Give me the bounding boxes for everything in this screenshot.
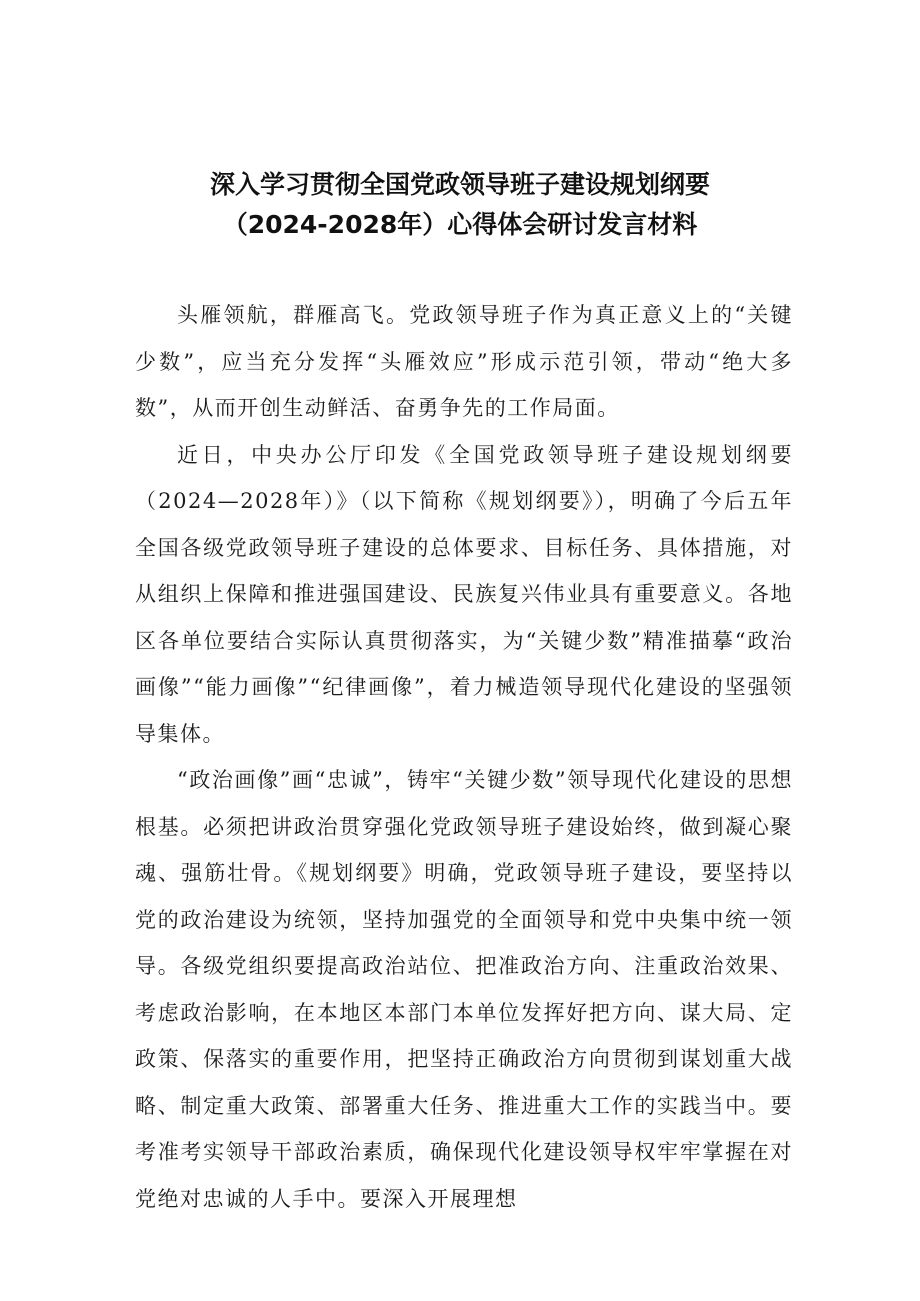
document-title <box>0 165 920 245</box>
title-line-1: 深入学习贯彻全国党政领导班子建设规划纲要 <box>209 170 710 199</box>
paragraph-2: 近日，中央办公厅印发《全国党政领导班子建设规划纲要（2024—2028年）》（以下简称《规划纲要》），明确了今后五年全国各级党政领导班子建设的总体要求、目标任务、具体措施，对从组织上保障和推进强国建设、民族复兴伟业具有重要意义。各地区各单位要结合实际认真贯彻落实，为“关键少数”精准描摹“政治画像”“能力画像”“纪律画像”，着力械造领导现代化建设的坚强领导集体。 <box>135 442 793 746</box>
document-body <box>135 292 793 1222</box>
paragraph-1: 头雁领航，群雁高飞。党政领导班子作为真正意义上的“关键少数”，应当充分发挥“头雁效应”形成示范引领，带动“绝大多数”，从而开创生动鲜活、奋勇争先的工作局面。 <box>135 303 793 420</box>
title-line-2: （2024-2028年）心得体会研讨发言材料 <box>222 210 698 239</box>
paragraph-3: “政治画像”画“忠诚”，铸牢“关键少数”领导现代化建设的思想根基。必须把讲政治贯穿强化党政领导班子建设始终，做到凝心聚魂、强筋壮骨。《规划纲要》明确，党政领导班子建设，要坚持以党的政治建设为统领，坚持加强党的全面领导和党中央集中统一领导。各级党组织要提高政治站位、把准政治方向、注重政治效果、考虑政治影响，在本地区本部门本单位发挥好把方向、谋大局、定政策、保落实的重要作用，把坚持正确政治方向贯彻到谋划重大战略、制定重大政策、部署重大任务、推进重大工作的实践当中。要考准考实领导干部政治素质，确保现代化建设领导权牢牢掌握在对党绝对忠诚的人手中。要深入开展理想 <box>135 768 793 1211</box>
